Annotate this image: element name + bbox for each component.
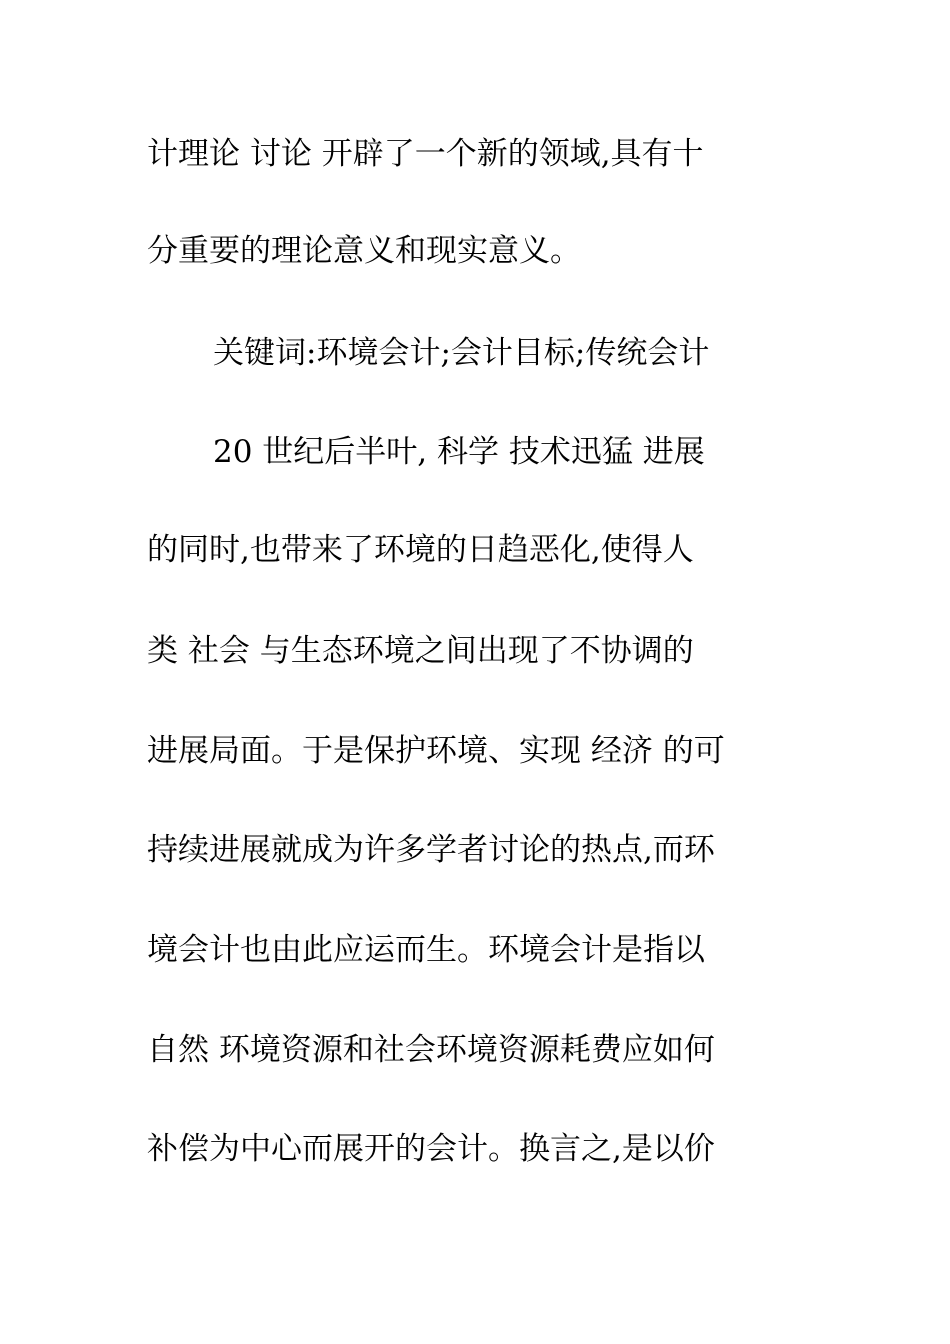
paragraph-line-11: 补偿为中心而展开的会计。换言之,是以价: [147, 1131, 715, 1167]
paragraph-line-5: 的同时,也带来了环境的日趋恶化,使得人: [147, 532, 694, 568]
paragraph-line-4: 20 世纪后半叶, 科学 技术迅猛 进展: [213, 434, 705, 470]
paragraph-line-7: 进展局面。于是保护环境、实现 经济 的可: [147, 733, 725, 769]
keywords-line: 关键词:环境会计;会计目标;传统会计: [213, 335, 710, 371]
paragraph-line-9: 境会计也由此应运而生。环境会计是指以: [147, 932, 705, 968]
paragraph-line-6: 类 社会 与生态环境之间出现了不协调的: [147, 633, 694, 669]
paragraph-line-2: 分重要的理论意义和现实意义。: [147, 233, 581, 269]
paragraph-line-1: 计理论 讨论 开辟了一个新的领域,具有十: [147, 136, 704, 172]
paragraph-line-10: 自然 环境资源和社会环境资源耗费应如何: [147, 1032, 715, 1068]
paragraph-line-8: 持续进展就成为许多学者讨论的热点,而环: [147, 832, 715, 868]
